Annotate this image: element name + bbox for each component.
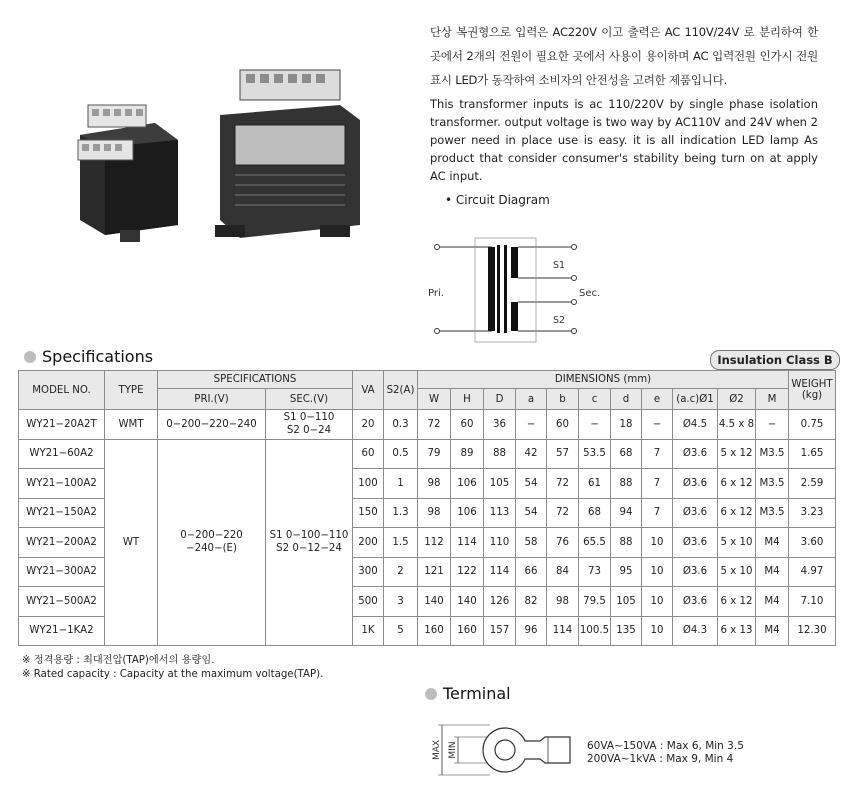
cell-dim: 160: [451, 616, 484, 646]
sec-label: Sec.: [579, 288, 601, 299]
cell-va: 500: [353, 587, 384, 617]
cell-dim: 113: [484, 498, 516, 528]
circuit-diagram-title: • Circuit Diagram: [445, 193, 550, 207]
cell-dim: 10: [642, 587, 673, 617]
cell-dim: 72: [418, 410, 451, 440]
header-dim: H: [451, 389, 484, 410]
min-label: MIN: [448, 741, 458, 759]
header-dim: a: [516, 389, 547, 410]
cell-dim: 10: [642, 616, 673, 646]
cell-pri: 0−200−220−240: [158, 410, 266, 440]
pri-line: 0−200−220: [180, 530, 243, 542]
cell-model: WY21−20A2T: [19, 410, 105, 440]
cell-model: WY21−1KA2: [19, 616, 105, 646]
cell-dim: M3.5: [756, 439, 789, 469]
cell-weight: 3.60: [789, 528, 836, 558]
cell-dim: −: [579, 410, 611, 440]
cell-dim: 126: [484, 587, 516, 617]
cell-model: WY21−200A2: [19, 528, 105, 558]
header-dim: c: [579, 389, 611, 410]
cell-dim: Ø3.6: [673, 528, 718, 558]
sec-line: S2 0−12−24: [276, 543, 342, 555]
cell-dim: 6 x 12: [718, 469, 756, 499]
cell-va: 200: [353, 528, 384, 558]
terminal-lug-diagram: [430, 715, 580, 785]
cell-dim: M4: [756, 557, 789, 587]
circuit-diagram: [420, 230, 610, 345]
terminal-line-1: 60VA~150VA : Max 6, Min 3.5: [587, 740, 744, 752]
cell-dim: 57: [547, 439, 579, 469]
large-transformer-photo: [210, 60, 370, 250]
header-dim: W: [418, 389, 451, 410]
specifications-table: [18, 370, 836, 646]
cell-dim: 42: [516, 439, 547, 469]
cell-dim: 18: [611, 410, 642, 440]
cell-dim: 6 x 12: [718, 587, 756, 617]
cell-va: 100: [353, 469, 384, 499]
header-dim: M: [756, 389, 789, 410]
cell-s2: 0.5: [384, 439, 418, 469]
cell-dim: 61: [579, 469, 611, 499]
note-korean: ※ 정격용량 : 최대전압(TAP)에서의 용량임.: [22, 655, 215, 666]
cell-dim: 100.5: [579, 616, 611, 646]
cell-dim: Ø3.6: [673, 439, 718, 469]
cell-model: WY21−500A2: [19, 587, 105, 617]
cell-dim: 106: [451, 469, 484, 499]
header-dim: d: [611, 389, 642, 410]
header-s2: S2(A): [384, 371, 418, 410]
header-dim: b: [547, 389, 579, 410]
cell-va: 20: [353, 410, 384, 440]
cell-dim: 68: [611, 439, 642, 469]
cell-dim: 157: [484, 616, 516, 646]
cell-dim: 54: [516, 498, 547, 528]
cell-dim: 5 x 12: [718, 439, 756, 469]
cell-weight: 3.23: [789, 498, 836, 528]
notes: [22, 654, 323, 682]
cell-type: WMT: [105, 410, 158, 440]
cell-dim: 82: [516, 587, 547, 617]
cell-weight: 2.59: [789, 469, 836, 499]
cell-dim: 160: [418, 616, 451, 646]
cell-dim: 5 x 10: [718, 557, 756, 587]
cell-dim: 105: [484, 469, 516, 499]
table-row: [19, 410, 836, 440]
cell-type: WT: [105, 439, 158, 646]
cell-dim: 114: [484, 557, 516, 587]
insulation-class-badge: Insulation Class B: [710, 350, 840, 370]
pri-label: Pri.: [428, 288, 444, 299]
cell-dim: Ø3.6: [673, 498, 718, 528]
cell-dim: 7: [642, 498, 673, 528]
cell-va: 150: [353, 498, 384, 528]
cell-dim: 114: [451, 528, 484, 558]
specifications-heading: [24, 347, 153, 366]
cell-dim: 121: [418, 557, 451, 587]
cell-weight: 0.75: [789, 410, 836, 440]
cell-dim: 65.5: [579, 528, 611, 558]
cell-s2: 2: [384, 557, 418, 587]
cell-weight: 12.30: [789, 616, 836, 646]
cell-dim: 110: [484, 528, 516, 558]
cell-dim: 76: [547, 528, 579, 558]
cell-weight: 1.65: [789, 439, 836, 469]
cell-dim: 84: [547, 557, 579, 587]
cell-s2: 5: [384, 616, 418, 646]
cell-dim: 95: [611, 557, 642, 587]
cell-s2: 1.5: [384, 528, 418, 558]
header-weight: [789, 371, 836, 410]
cell-dim: 53.5: [579, 439, 611, 469]
cell-va: 300: [353, 557, 384, 587]
header-model: MODEL NO.: [19, 371, 105, 410]
header-dim: e: [642, 389, 673, 410]
weight-label: WEIGHT: [791, 379, 833, 390]
cell-dim: 58: [516, 528, 547, 558]
cell-dim: 135: [611, 616, 642, 646]
small-transformer-photo: [60, 85, 190, 245]
cell-dim: 98: [418, 498, 451, 528]
header-dimensions: DIMENSIONS (mm): [418, 371, 789, 389]
terminal-spec: [587, 740, 744, 766]
cell-dim: 114: [547, 616, 579, 646]
cell-dim: 96: [516, 616, 547, 646]
header-sec: SEC.(V): [266, 389, 353, 410]
cell-dim: 112: [418, 528, 451, 558]
cell-dim: 122: [451, 557, 484, 587]
bullet-icon: [24, 351, 36, 363]
cell-dim: 6 x 13: [718, 616, 756, 646]
cell-dim: 106: [451, 498, 484, 528]
cell-model: WY21−60A2: [19, 439, 105, 469]
cell-dim: 89: [451, 439, 484, 469]
cell-dim: 7: [642, 439, 673, 469]
cell-dim: M4: [756, 587, 789, 617]
cell-dim: 66: [516, 557, 547, 587]
cell-dim: Ø3.6: [673, 587, 718, 617]
header-dim: (a.c)Ø1: [673, 389, 718, 410]
header-pri: PRI.(V): [158, 389, 266, 410]
cell-dim: M3.5: [756, 498, 789, 528]
cell-dim: 10: [642, 557, 673, 587]
max-label: MAX: [432, 739, 442, 761]
cell-model: WY21−100A2: [19, 469, 105, 499]
note-english: ※ Rated capacity : Capacity at the maximum voltage(TAP).: [22, 669, 324, 680]
cell-model: WY21−150A2: [19, 498, 105, 528]
cell-dim: 105: [611, 587, 642, 617]
cell-dim: 68: [579, 498, 611, 528]
cell-s2: 1.3: [384, 498, 418, 528]
cell-dim: M4: [756, 616, 789, 646]
terminal-title: Terminal: [443, 684, 511, 703]
cell-s2: 0.3: [384, 410, 418, 440]
cell-dim: M4: [756, 528, 789, 558]
header-specifications: SPECIFICATIONS: [158, 371, 353, 389]
sec-line: S1 0−110: [283, 412, 335, 424]
cell-sec: [266, 410, 353, 440]
cell-dim: Ø3.6: [673, 469, 718, 499]
cell-pri: [158, 439, 266, 646]
header-va: VA: [353, 371, 384, 410]
cell-dim: Ø4.3: [673, 616, 718, 646]
cell-va: 60: [353, 439, 384, 469]
cell-dim: 140: [418, 587, 451, 617]
bullet-icon: [425, 688, 437, 700]
cell-dim: 88: [611, 528, 642, 558]
header-dim: D: [484, 389, 516, 410]
cell-dim: 72: [547, 498, 579, 528]
cell-dim: 88: [484, 439, 516, 469]
cell-dim: 54: [516, 469, 547, 499]
cell-s2: 1: [384, 469, 418, 499]
cell-dim: −: [756, 410, 789, 440]
cell-va: 1K: [353, 616, 384, 646]
pri-line: −240−(E): [186, 543, 237, 555]
cell-dim: 4.5 x 8: [718, 410, 756, 440]
specifications-title: Specifications: [42, 347, 154, 366]
korean-description: 단상 복권형으로 입력은 AC220V 이고 출력은 AC 110V/24V 로 분리하여 한곳에서 2개의 전원이 필요한 곳에서 사용이 용이하며 AC 입력전원 인가시 전원 표시 LED가 동작하여 소비자의 안전성을 고려한 제품입니다.: [430, 25, 818, 87]
cell-dim: 94: [611, 498, 642, 528]
cell-weight: 7.10: [789, 587, 836, 617]
terminal-heading: [425, 684, 511, 703]
s2-label: S2: [553, 315, 566, 326]
cell-dim: 6 x 12: [718, 498, 756, 528]
cell-dim: Ø3.6: [673, 557, 718, 587]
cell-dim: 10: [642, 528, 673, 558]
cell-dim: 7: [642, 469, 673, 499]
table-row: [19, 439, 836, 469]
cell-dim: 72: [547, 469, 579, 499]
cell-dim: 140: [451, 587, 484, 617]
weight-unit: (kg): [801, 390, 823, 401]
cell-dim: 79: [418, 439, 451, 469]
cell-dim: 36: [484, 410, 516, 440]
cell-dim: 79.5: [579, 587, 611, 617]
cell-dim: −: [516, 410, 547, 440]
cell-dim: 60: [451, 410, 484, 440]
english-description: This transformer inputs is ac 110/220V by single phase isolation transformer. output voltage is two way by AC110V and 24V when 2 power need in place use is easy. it is all indication LED lamp As product that consider consumer's stability being turn on at apply AC input.: [430, 97, 818, 183]
sec-line: S2 0−24: [286, 425, 332, 437]
cell-sec: [266, 439, 353, 646]
cell-model: WY21−300A2: [19, 557, 105, 587]
cell-dim: 88: [611, 469, 642, 499]
cell-dim: 98: [418, 469, 451, 499]
s1-label: S1: [553, 260, 566, 271]
cell-dim: M3.5: [756, 469, 789, 499]
cell-dim: −: [642, 410, 673, 440]
terminal-line-2: 200VA~1kVA : Max 9, Min 4: [587, 753, 734, 765]
cell-s2: 3: [384, 587, 418, 617]
header-dim: Ø2: [718, 389, 756, 410]
cell-dim: 5 x 10: [718, 528, 756, 558]
header-type: TYPE: [105, 371, 158, 410]
sec-line: S1 0−100−110: [269, 530, 349, 542]
cell-dim: 98: [547, 587, 579, 617]
cell-weight: 4.97: [789, 557, 836, 587]
cell-dim: 60: [547, 410, 579, 440]
cell-dim: Ø4.5: [673, 410, 718, 440]
cell-dim: 73: [579, 557, 611, 587]
